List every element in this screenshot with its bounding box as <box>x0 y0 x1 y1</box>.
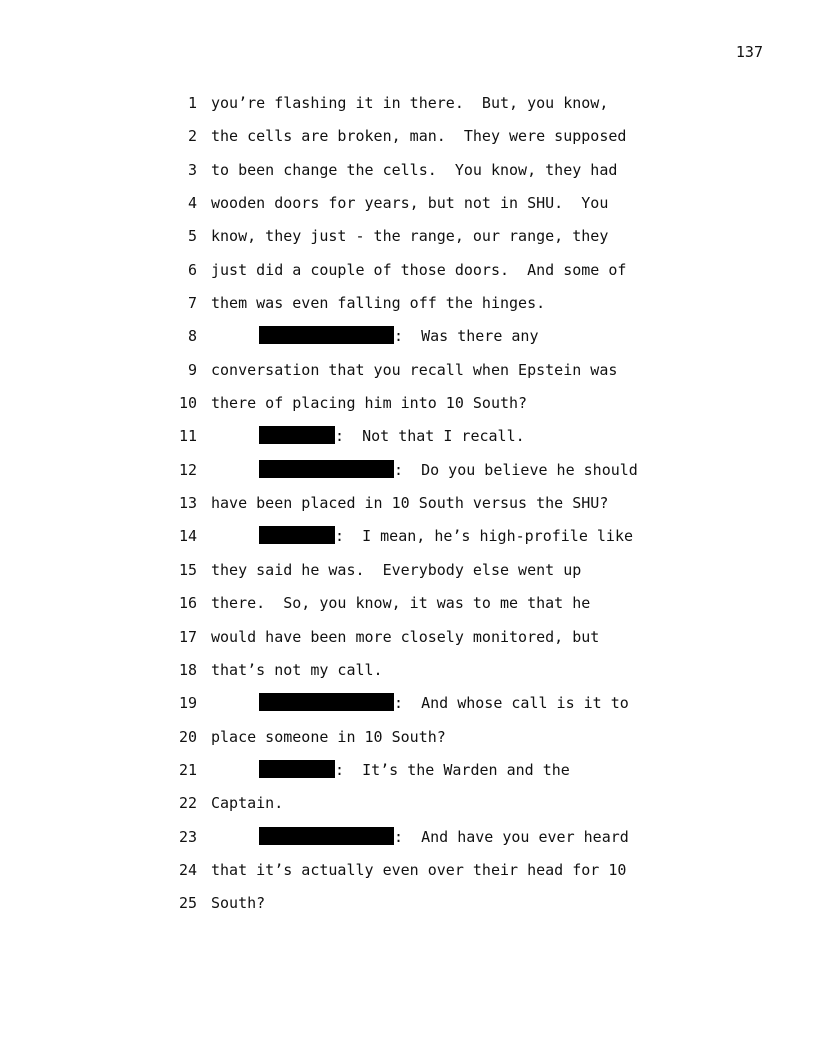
line-text <box>211 225 608 247</box>
line-number: 1 <box>187 94 197 112</box>
line-number: 6 <box>187 260 197 279</box>
line-number: 18 <box>178 660 197 679</box>
transcript-line <box>0 359 816 392</box>
line-content: the cells are broken, man. They were supposed <box>211 127 627 146</box>
redacted-speaker-name <box>259 760 335 778</box>
transcript-line <box>0 192 816 225</box>
line-content: place someone in 10 South? <box>211 727 446 746</box>
line-text <box>211 259 626 281</box>
transcript-line <box>0 425 816 458</box>
line-number: 15 <box>178 560 197 579</box>
transcript-line <box>0 292 816 325</box>
transcript-line <box>0 659 816 692</box>
line-content: just did a couple of those doors. And some of <box>211 260 627 279</box>
line-content: : Do you believe he should <box>394 460 638 479</box>
line-text <box>211 759 570 781</box>
transcript-line <box>0 792 816 825</box>
transcript-line <box>0 692 816 725</box>
line-content: : Was there any <box>394 327 539 346</box>
line-content: wooden doors for years, but not in SHU. You <box>211 194 609 213</box>
line-text <box>211 292 545 314</box>
redacted-speaker-name <box>259 827 394 845</box>
transcript-line <box>0 592 816 625</box>
line-number: 11 <box>178 427 197 446</box>
line-content: would have been more closely monitored, but <box>211 627 600 646</box>
transcript-line <box>0 826 816 859</box>
transcript-line <box>0 626 816 659</box>
transcript-line <box>0 525 816 558</box>
line-number: 25 <box>178 894 197 913</box>
redacted-speaker-name <box>259 326 394 344</box>
transcript-line <box>0 492 816 525</box>
transcript-line <box>0 559 816 592</box>
line-number: 21 <box>178 760 197 779</box>
line-number: 23 <box>178 827 197 846</box>
line-content: have been placed in 10 South versus the SHU? <box>211 494 609 513</box>
redacted-speaker-name <box>259 426 335 444</box>
line-text <box>211 826 629 848</box>
line-content: there. So, you know, it was to me that he <box>211 594 591 613</box>
line-number: 20 <box>178 727 197 746</box>
line-content: there of placing him into 10 South? <box>211 394 528 413</box>
line-text <box>211 392 527 414</box>
page-number: 137 <box>735 43 763 61</box>
transcript-line <box>0 159 816 192</box>
line-text <box>211 425 525 447</box>
transcript-line <box>0 225 816 258</box>
line-content: know, they just - the range, our range, they <box>211 227 609 246</box>
line-text <box>211 192 608 214</box>
line-text <box>211 325 539 347</box>
line-number: 8 <box>187 327 197 346</box>
line-text <box>211 159 617 181</box>
line-number: 16 <box>178 594 197 613</box>
line-number: 7 <box>187 294 197 313</box>
line-content: : And whose call is it to <box>394 694 629 713</box>
line-text <box>211 492 608 514</box>
line-number: 14 <box>178 527 197 546</box>
line-content: them was even falling off the hinges. <box>211 294 546 313</box>
line-number: 12 <box>178 460 197 479</box>
line-content: they said he was. Everybody else went up <box>211 560 582 579</box>
line-text <box>211 726 446 748</box>
line-text <box>211 626 599 648</box>
line-text <box>211 892 265 914</box>
line-text <box>211 659 383 681</box>
transcript-line <box>0 759 816 792</box>
line-number: 13 <box>178 494 197 513</box>
line-text <box>211 92 608 114</box>
line-content: : Not that I recall. <box>335 427 525 446</box>
redacted-speaker-name <box>259 693 394 711</box>
line-content: you’re flashing it in there. But, you know, <box>211 94 609 112</box>
line-content: South? <box>211 894 266 913</box>
line-content: : I mean, he’s high-profile like <box>335 527 634 546</box>
line-content: : It’s the Warden and the <box>335 760 570 779</box>
transcript-line <box>0 392 816 425</box>
line-number: 2 <box>187 127 197 146</box>
line-content: that’s not my call. <box>211 660 383 679</box>
line-text <box>211 692 629 714</box>
redacted-speaker-name <box>259 460 394 478</box>
line-content: Captain. <box>211 794 284 813</box>
line-content: that it’s actually even over their head for 10 <box>211 860 627 879</box>
transcript-line <box>0 325 816 358</box>
transcript-line <box>0 259 816 292</box>
line-content: conversation that you recall when Epstein was <box>211 360 618 379</box>
line-number: 4 <box>187 194 197 213</box>
line-text <box>211 792 283 814</box>
line-number: 24 <box>178 860 197 879</box>
line-number: 22 <box>178 794 197 813</box>
line-text <box>211 125 626 147</box>
line-number: 9 <box>187 360 197 379</box>
line-text <box>211 459 638 481</box>
line-text <box>211 525 633 547</box>
line-number: 5 <box>187 227 197 246</box>
transcript-line <box>0 92 816 125</box>
line-number: 17 <box>178 627 197 646</box>
line-number: 19 <box>178 694 197 713</box>
line-text <box>211 359 617 381</box>
transcript-line <box>0 859 816 892</box>
transcript-line <box>0 892 816 925</box>
line-text <box>211 559 581 581</box>
transcript-body <box>0 92 816 926</box>
transcript-line <box>0 125 816 158</box>
line-content: to been change the cells. You know, they had <box>211 160 618 179</box>
transcript-line <box>0 459 816 492</box>
line-number: 3 <box>187 160 197 179</box>
transcript-line <box>0 726 816 759</box>
line-text <box>211 592 590 614</box>
redacted-speaker-name <box>259 526 335 544</box>
line-number: 10 <box>178 394 197 413</box>
line-text <box>211 859 626 881</box>
line-content: : And have you ever heard <box>394 827 629 846</box>
